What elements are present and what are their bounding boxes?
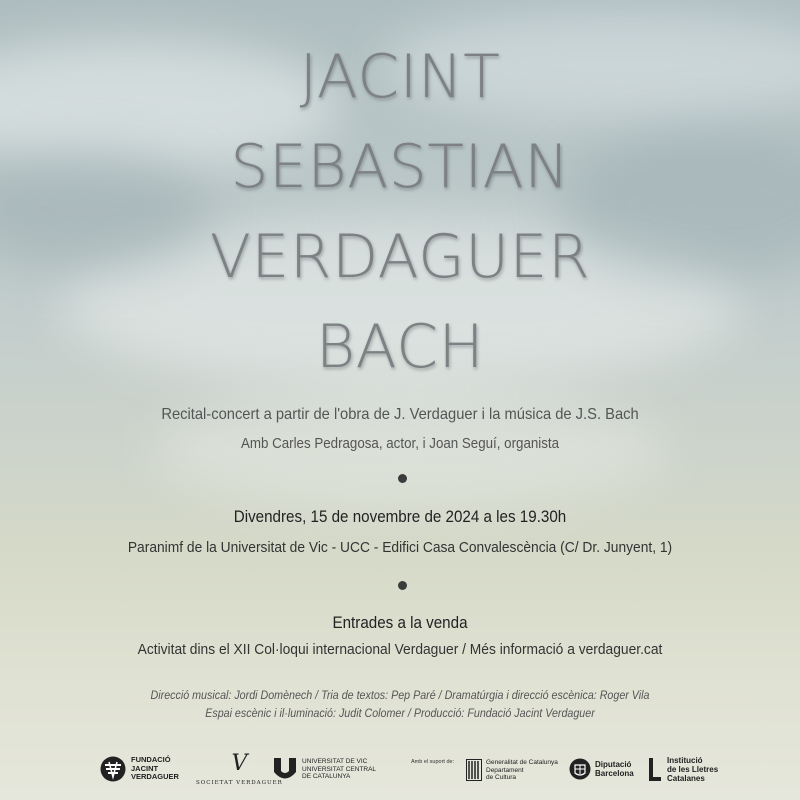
generalitat-flag-icon — [466, 759, 482, 781]
title-line: VERDAGUER — [209, 222, 591, 292]
title-line: BACH — [315, 312, 485, 382]
sponsor-logos — [0, 752, 800, 792]
logo-uvic — [273, 758, 376, 781]
activity-info: Activitat dins el XII Col·loqui internacional Verdaguer / Més informació a verdaguer.cat — [137, 641, 663, 658]
logo-fundacio — [100, 756, 179, 782]
institucio-name: Institució de les Lletres Catalanes — [667, 756, 719, 783]
societat-mark: V — [231, 751, 248, 776]
credits-line: Direcció musical: Jordi Domènech / Tria de textos: Pep Paré / Dramatúrgia i direcció escènica: Roger Vila — [150, 690, 650, 702]
uvic-name: UNIVERSITAT DE VIC UNIVERSITAT CENTRAL DE CATALUNYA — [302, 758, 377, 780]
tickets-notice: Entrades a la venda — [332, 614, 468, 632]
logo-institucio — [648, 756, 718, 783]
event-venue: Paranimf de la Universitat de Vic - UCC - Edifici Casa Convalescència (C/ Dr. Junyent, 1) — [127, 539, 673, 556]
logo-societat — [196, 751, 283, 786]
societat-name: SOCIETAT VERDAGUER — [196, 780, 283, 786]
performers: Amb Carles Pedragosa, actor, i Joan Seguí, organista — [240, 436, 560, 452]
bullet-separator — [398, 474, 407, 483]
logo-diputacio — [569, 758, 634, 780]
institucio-l-icon — [648, 758, 662, 782]
support-label-wrap — [411, 759, 454, 765]
bullet-separator — [398, 581, 407, 590]
event-date: Divendres, 15 de novembre de 2024 a les 19.30h — [233, 508, 567, 526]
fundacio-name: FUNDACIÓ JACINT VERDAGUER — [131, 755, 179, 782]
fundacio-emblem-icon — [100, 756, 126, 782]
diputacio-name: Diputació Barcelona — [595, 760, 634, 778]
poster-title — [0, 32, 800, 392]
uvic-u-icon — [273, 758, 297, 780]
title-line: SEBASTIAN — [230, 132, 570, 202]
credits-line: Espai escènic i il·luminació: Judit Colomer / Producció: Fundació Jacint Verdaguer — [205, 708, 595, 720]
generalitat-name: Generalitat de Catalunya Departament de Cultura — [486, 759, 558, 781]
support-label: Amb el suport de: — [411, 759, 455, 765]
diputacio-emblem-icon — [569, 758, 591, 780]
logo-generalitat — [466, 759, 558, 782]
event-subtitle: Recital-concert a partir de l'obra de J. Verdaguer i la música de J.S. Bach — [161, 406, 639, 423]
title-line: JACINT — [299, 42, 501, 112]
